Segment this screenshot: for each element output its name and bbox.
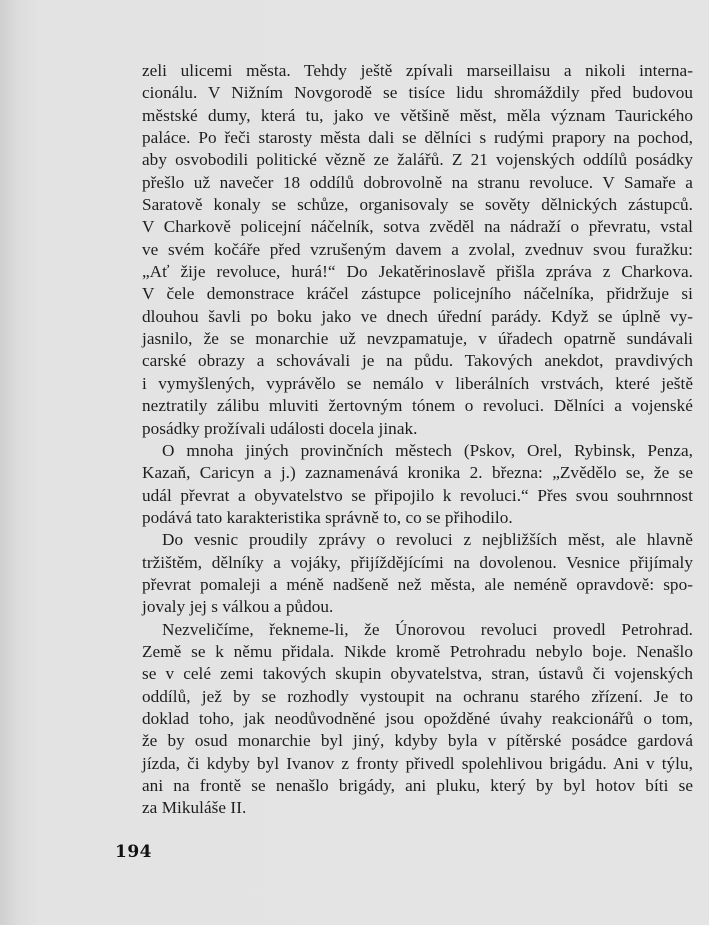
text-line: Nezveličíme, řekneme-li, že Únorovou revoluci provedl Petrohrad. bbox=[162, 619, 693, 639]
text-line: neztratily zálibu mluviti žertovným tónem o revoluci. Dělníci a vojenské bbox=[142, 396, 693, 416]
text-line: Do vesnic proudily zprávy o revoluci z nejbližších měst, ale hlavně bbox=[162, 530, 693, 550]
text-line: Saratově konaly se schůze, organisovaly se sověty dělnických zástupců. bbox=[142, 195, 693, 215]
text-line: zeli ulicemi města. Tehdy ještě zpívali marseillaisu a nikoli interna- bbox=[142, 61, 693, 80]
page-number: 194 bbox=[115, 842, 152, 862]
text-line: „Ať žije revoluce, hurá!“ Do Jekatěrinoslavě přišla zpráva z Charkova. bbox=[142, 262, 693, 282]
text-line: oddílů, jež by se rozhodly vystoupit na ochranu starého zřízení. Je to bbox=[142, 686, 693, 706]
text-line: za Mikuláše II. bbox=[142, 798, 247, 818]
text-line: carské obrazy a schovávali je na půdu. Takových anekdot, pravdivých bbox=[142, 351, 693, 371]
body-text bbox=[142, 60, 693, 820]
text-line: Země se k němu přidala. Nikde kromě Petrohradu nebylo boje. Nenašlo bbox=[142, 641, 693, 661]
text-line: jasnilo, že se monarchie už nevzpamatuje, v úřadech opatrně sundávali bbox=[142, 329, 693, 349]
text-line: udál převrat a obyvatelstvo se připojilo k revoluci.“ Přes svou souhrnnost bbox=[142, 485, 693, 505]
text-line: se v celé zemi takových skupin obyvatelstva, stran, ústavů či vojenských bbox=[142, 664, 693, 684]
text-line: jovaly jej s válkou a půdou. bbox=[142, 597, 334, 617]
text-line: aby osvobodili politické vězně ze žalářů. Z 21 vojenských oddílů posádky bbox=[142, 150, 693, 170]
text-line: přešlo už navečer 18 oddílů dobrovolně na stranu revoluce. V Samaře a bbox=[142, 172, 693, 192]
text-line: Kazaň, Caricyn a j.) zaznamenává kronika 2. března: „Zvědělo se, že se bbox=[142, 463, 693, 483]
text-line: V Charkově policejní náčelník, sotva zvěděl na nádraží o převratu, vstal bbox=[142, 217, 693, 237]
text-line: městské dumy, která tu, jako ve většině měst, měla význam Taurického bbox=[142, 105, 693, 125]
text-line: cionálu. V Nižním Novgorodě se tisíce lidu shromáždily před budovou bbox=[142, 83, 693, 103]
text-line: jízda, či kdyby byl Ivanov z fronty přivedl spolehlivou brigádu. Ani v týlu, bbox=[142, 753, 693, 773]
paragraph-1 bbox=[142, 60, 693, 440]
text-line: dlouhou šavli po boku jako ve dnech úřední parády. Když se úplně vy- bbox=[142, 306, 693, 326]
text-line: doklad toho, jak neodůvodněné jsou opožděné úvahy reakcionářů o tom, bbox=[142, 708, 693, 728]
paragraph-4 bbox=[142, 619, 693, 820]
paragraph-3 bbox=[142, 529, 693, 618]
text-line: převrat pomaleji a méně nadšeně než města, ale neméně opravdově: spo- bbox=[142, 574, 693, 594]
text-line: že by osud monarchie byl jiný, kdyby byla v pítěrské posádce gardová bbox=[142, 731, 693, 751]
text-line: ani na frontě se nenašlo brigády, ani pluku, který by byl hotov bíti se bbox=[142, 776, 693, 795]
text-line: ve svém kočáře před vzrušeným davem a zvolal, zvednuv svou furažku: bbox=[142, 239, 693, 259]
text-line: i vymyšlených, vyprávělo se nemálo v liberálních vrstvách, které ještě bbox=[142, 373, 693, 393]
text-line: paláce. Po řeči starosty města dali se dělníci s rudými prapory na pochod, bbox=[142, 128, 693, 148]
text-line: podává tato karakteristika správně to, co se přihodilo. bbox=[142, 507, 513, 527]
paragraph-2 bbox=[142, 440, 693, 529]
text-line: V čele demonstrace kráčel zástupce policejního náčelníka, přidržuje si bbox=[142, 284, 693, 304]
text-line: posádky prožívali události docela jinak. bbox=[142, 418, 418, 438]
text-line: O mnoha jiných provinčních městech (Pskov, Orel, Rybinsk, Penza, bbox=[162, 440, 693, 460]
text-line: tržištěm, dělníky a vojáky, přijíždějícími na dovolenou. Vesnice přijímaly bbox=[142, 552, 693, 572]
